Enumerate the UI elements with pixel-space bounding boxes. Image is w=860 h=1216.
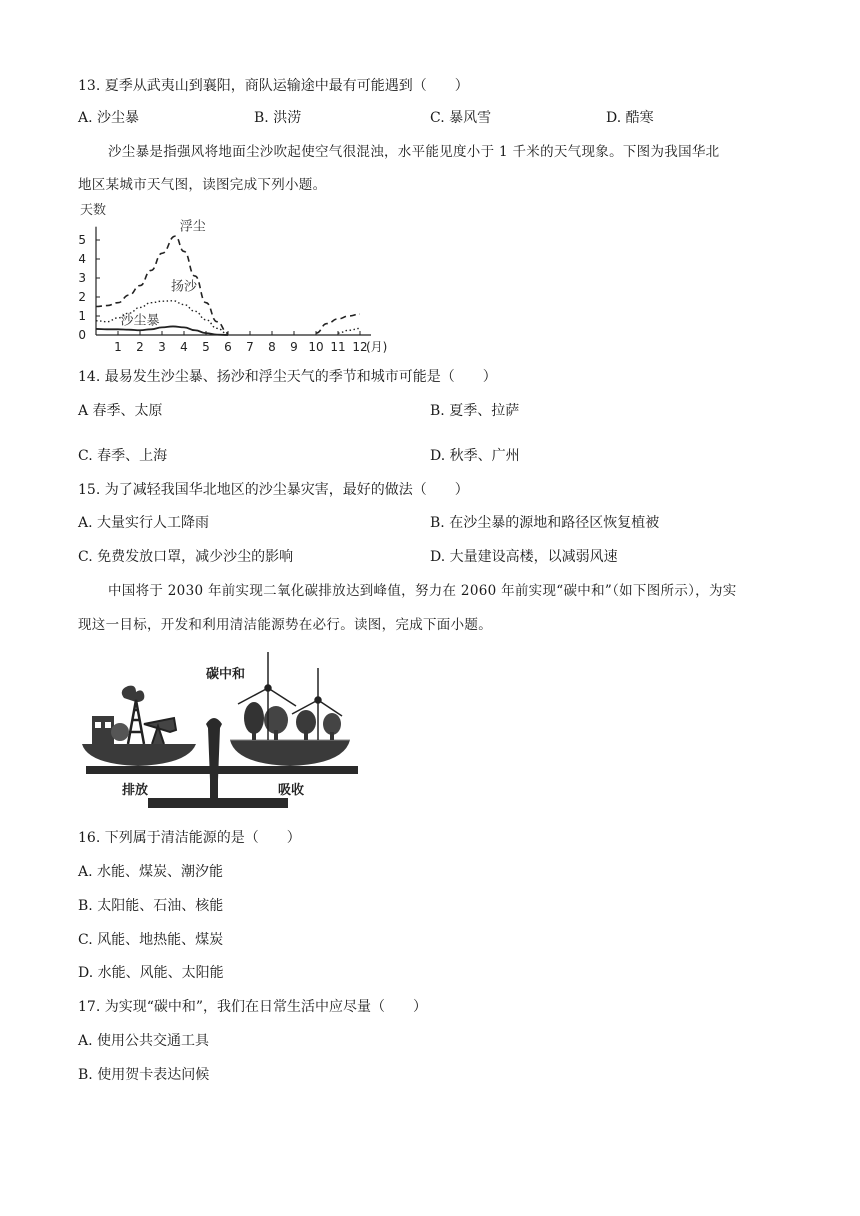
q13-option-c: C. 暴风雪	[430, 110, 492, 126]
q17-option-b: B. 使用贺卡表达问候	[78, 1067, 210, 1083]
q15-option-d: D. 大量建设高楼，以减弱风速	[430, 549, 618, 565]
y-tick-label: 5	[78, 233, 86, 247]
intro1-line1: 沙尘暴是指强风将地面尘沙吹起使空气很混浊，水平能见度小于 1 千米的天气现象。下图为我国华北	[108, 144, 720, 160]
absorption-side	[230, 652, 350, 766]
q14-option-d: D. 秋季、广州	[430, 448, 520, 464]
intro2-line2: 现这一目标，开发和利用清洁能源势在必行。读图，完成下面小题。	[78, 617, 492, 633]
x-tick-label: 1	[114, 340, 122, 354]
q15-stem: 15. 为了减轻我国华北地区的沙尘暴灾害，最好的做法（ ）	[78, 482, 469, 498]
left-pan	[82, 744, 196, 766]
emission-side	[82, 686, 196, 766]
x-tick-label: 6	[224, 340, 232, 354]
x-tick-label: 3	[158, 340, 166, 354]
x-tick-label: 12	[352, 340, 368, 354]
label-absorption: 吸收	[278, 783, 305, 798]
q14-stem: 14. 最易发生沙尘暴、扬沙和浮尘天气的季节和城市可能是（ ）	[78, 369, 497, 385]
x-tick-label: 5	[202, 340, 210, 354]
pumpjack-icon	[144, 718, 176, 744]
tree-icon	[244, 702, 341, 740]
q15-option-a: A. 大量实行人工降雨	[78, 515, 210, 531]
y-tick-label: 1	[78, 309, 86, 323]
y-tick-label: 3	[78, 271, 86, 285]
q13-option-a: A. 沙尘暴	[78, 110, 140, 126]
carbon-neutral-balance-figure	[78, 648, 368, 808]
series-label: 扬沙	[170, 279, 198, 295]
series-line-dotted	[338, 328, 360, 333]
q16-option-b: B. 太阳能、石油、核能	[78, 898, 224, 914]
x-tick-label: 10	[308, 340, 324, 354]
series-line-dashed	[316, 314, 360, 333]
figure-title: 碳中和	[206, 667, 246, 682]
x-tick-label: 9	[290, 340, 298, 354]
y-axis-label: 天数	[80, 203, 107, 218]
q14-option-b: B. 夏季、拉萨	[430, 403, 520, 419]
right-pan	[230, 740, 350, 766]
x-tick-label: 4	[180, 340, 188, 354]
factory-block-icon	[92, 716, 114, 744]
q16-option-a: A. 水能、煤炭、潮汐能	[78, 864, 224, 880]
q16-option-d: D. 水能、风能、太阳能	[78, 965, 224, 981]
weather-line-chart	[74, 200, 414, 360]
label-emission: 排放	[122, 783, 149, 798]
intro2-line1: 中国将于 2030 年前实现二氧化碳排放达到峰值，努力在 2060 年前实现“碳中和”（如下图所示），为实	[108, 583, 737, 599]
y-tick-label: 0	[78, 328, 86, 342]
chart-text	[78, 202, 387, 354]
x-tick-label: 2	[136, 340, 144, 354]
oil-derrick-icon	[128, 700, 144, 744]
series-label: 浮尘	[179, 219, 206, 235]
q15-option-c: C. 免费发放口罩，减少沙尘的影响	[78, 549, 294, 565]
y-tick-label: 2	[78, 290, 86, 304]
y-tick-label: 4	[78, 252, 86, 266]
q17-option-a: A. 使用公共交通工具	[78, 1033, 210, 1049]
x-tick-label: 11	[330, 340, 346, 354]
q14-option-c: C. 春季、上海	[78, 448, 168, 464]
q17-stem: 17. 为实现“碳中和”，我们在日常生活中应尽量（ ）	[78, 999, 428, 1015]
smoke-icon	[122, 686, 145, 702]
series-label: 沙尘暴	[120, 313, 160, 329]
q14-option-a: A 春季、太原	[78, 403, 163, 419]
q13-stem: 13. 夏季从武夷山到襄阳，商队运输途中最有可能遇到（ ）	[78, 78, 469, 94]
q16-stem: 16. 下列属于清洁能源的是（ ）	[78, 830, 301, 846]
x-tick-label: 7	[246, 340, 254, 354]
intro1-line2: 地区某城市天气图，读图完成下列小题。	[78, 177, 327, 193]
x-axis-label: (月)	[366, 340, 388, 354]
q15-option-b: B. 在沙尘暴的源地和路径区恢复植被	[430, 515, 660, 531]
x-tick-label: 8	[268, 340, 276, 354]
q13-option-b: B. 洪涝	[254, 110, 302, 126]
balance-base	[148, 798, 288, 808]
q16-option-c: C. 风能、地热能、煤炭	[78, 932, 224, 948]
balance-beam	[86, 766, 358, 774]
q13-option-d: D. 酷寒	[606, 110, 654, 126]
